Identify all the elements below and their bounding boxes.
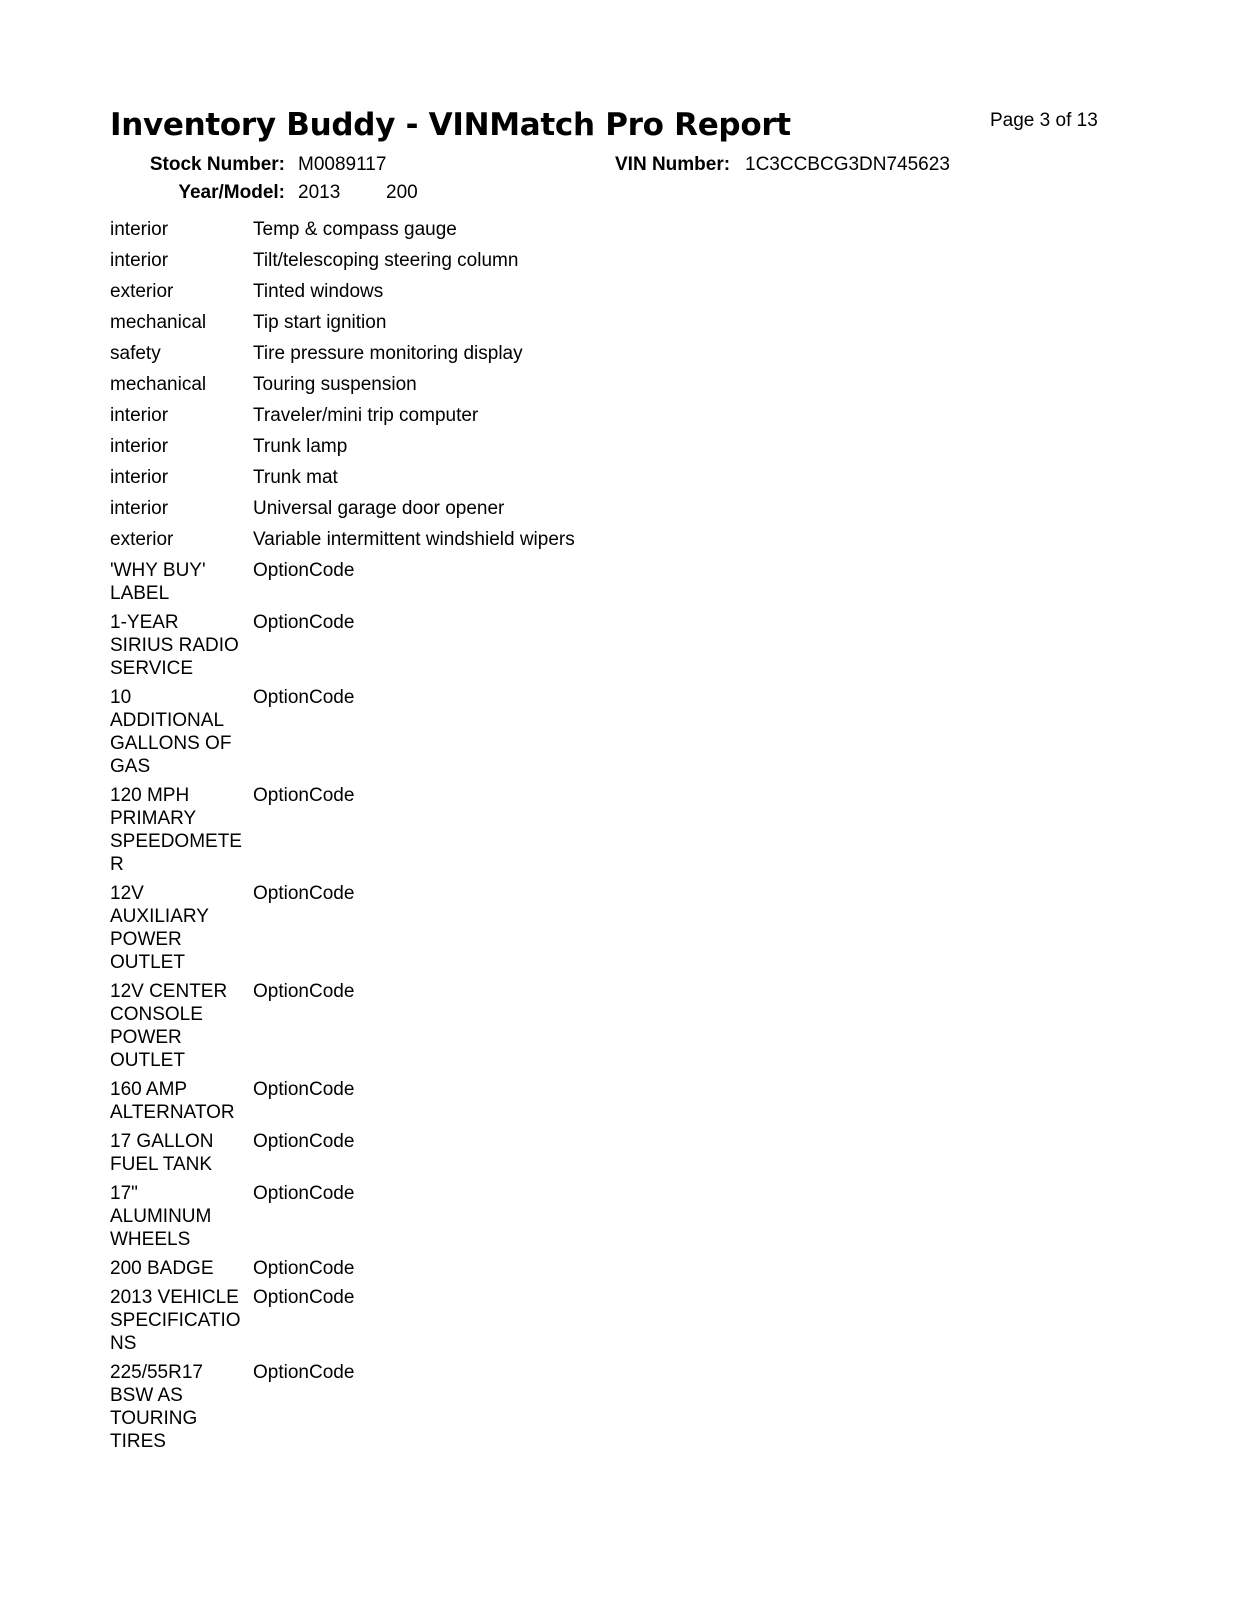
option-type: OptionCode xyxy=(253,1362,355,1383)
option-type: OptionCode xyxy=(253,612,355,633)
feature-description: Touring suspension xyxy=(253,374,417,395)
feature-row xyxy=(110,280,730,303)
option-type: OptionCode xyxy=(253,1131,355,1152)
feature-category: interior xyxy=(110,498,169,519)
feature-category: exterior xyxy=(110,281,174,302)
stock-number-value: M0089117 xyxy=(298,154,387,175)
option-type: OptionCode xyxy=(253,560,355,581)
feature-row xyxy=(110,373,730,396)
vin-number-value: 1C3CCBCG3DN745623 xyxy=(745,154,950,175)
feature-row xyxy=(110,342,730,365)
option-row xyxy=(110,980,730,1072)
feature-row xyxy=(110,466,730,489)
feature-category: interior xyxy=(110,405,169,426)
vin-number-label: VIN Number: xyxy=(615,154,731,175)
feature-row xyxy=(110,435,730,458)
option-name: 12V AUXILIARY POWER OUTLET xyxy=(110,883,209,973)
feature-description: Temp & compass gauge xyxy=(253,219,457,240)
option-name: 160 AMP ALTERNATOR xyxy=(110,1079,235,1123)
option-name: 'WHY BUY' LABEL xyxy=(110,560,206,604)
feature-description: Tip start ignition xyxy=(253,312,387,333)
option-row xyxy=(110,1078,730,1124)
option-type: OptionCode xyxy=(253,1183,355,1204)
option-row xyxy=(110,882,730,974)
option-type: OptionCode xyxy=(253,1287,355,1308)
feature-row xyxy=(110,528,730,551)
feature-description: Trunk mat xyxy=(253,467,338,488)
year-value: 2013 xyxy=(298,182,341,203)
feature-description: Variable intermittent windshield wipers xyxy=(253,529,575,550)
feature-category: exterior xyxy=(110,529,174,550)
feature-category: interior xyxy=(110,250,169,271)
feature-description: Traveler/mini trip computer xyxy=(253,405,479,426)
option-name: 120 MPH PRIMARY SPEEDOMETE R xyxy=(110,785,242,875)
option-row xyxy=(110,1361,730,1453)
option-row xyxy=(110,686,730,778)
feature-description: Universal garage door opener xyxy=(253,498,505,519)
option-name: 225/55R17 BSW AS TOURING TIRES xyxy=(110,1362,203,1452)
feature-category: interior xyxy=(110,219,169,240)
option-type: OptionCode xyxy=(253,981,355,1002)
option-row xyxy=(110,559,730,605)
option-row xyxy=(110,611,730,680)
feature-description: Tire pressure monitoring display xyxy=(253,343,523,364)
option-name: 17 GALLON FUEL TANK xyxy=(110,1131,214,1175)
feature-row xyxy=(110,497,730,520)
option-name: 12V CENTER CONSOLE POWER OUTLET xyxy=(110,981,228,1071)
option-type: OptionCode xyxy=(253,785,355,806)
year-model-label: Year/Model: xyxy=(178,182,285,203)
feature-category: interior xyxy=(110,467,169,488)
option-row xyxy=(110,1182,730,1251)
feature-row xyxy=(110,218,730,241)
option-name: 17" ALUMINUM WHEELS xyxy=(110,1183,212,1250)
feature-row xyxy=(110,249,730,272)
feature-description: Trunk lamp xyxy=(253,436,348,457)
option-type: OptionCode xyxy=(253,687,355,708)
option-row xyxy=(110,1130,730,1176)
option-row xyxy=(110,1286,730,1355)
feature-description: Tinted windows xyxy=(253,281,384,302)
option-name: 10 ADDITIONAL GALLONS OF GAS xyxy=(110,687,232,777)
option-row xyxy=(110,784,730,876)
feature-category: mechanical xyxy=(110,312,207,333)
option-name: 1-YEAR SIRIUS RADIO SERVICE xyxy=(110,612,239,679)
option-row xyxy=(110,1257,730,1280)
option-name: 200 BADGE xyxy=(110,1258,214,1279)
feature-category: interior xyxy=(110,436,169,457)
feature-category: safety xyxy=(110,343,161,364)
option-type: OptionCode xyxy=(253,1258,355,1279)
feature-description: Tilt/telescoping steering column xyxy=(253,250,519,271)
feature-row xyxy=(110,404,730,427)
option-type: OptionCode xyxy=(253,1079,355,1100)
option-name: 2013 VEHICLE SPECIFICATIO NS xyxy=(110,1287,241,1354)
feature-category: mechanical xyxy=(110,374,207,395)
model-value: 200 xyxy=(386,182,418,203)
feature-row xyxy=(110,311,730,334)
stock-number-label: Stock Number: xyxy=(149,154,285,175)
feature-list xyxy=(110,218,730,1459)
report-title: Inventory Buddy - VINMatch Pro Report xyxy=(110,107,791,143)
option-type: OptionCode xyxy=(253,883,355,904)
page-number: Page 3 of 13 xyxy=(990,110,1098,131)
